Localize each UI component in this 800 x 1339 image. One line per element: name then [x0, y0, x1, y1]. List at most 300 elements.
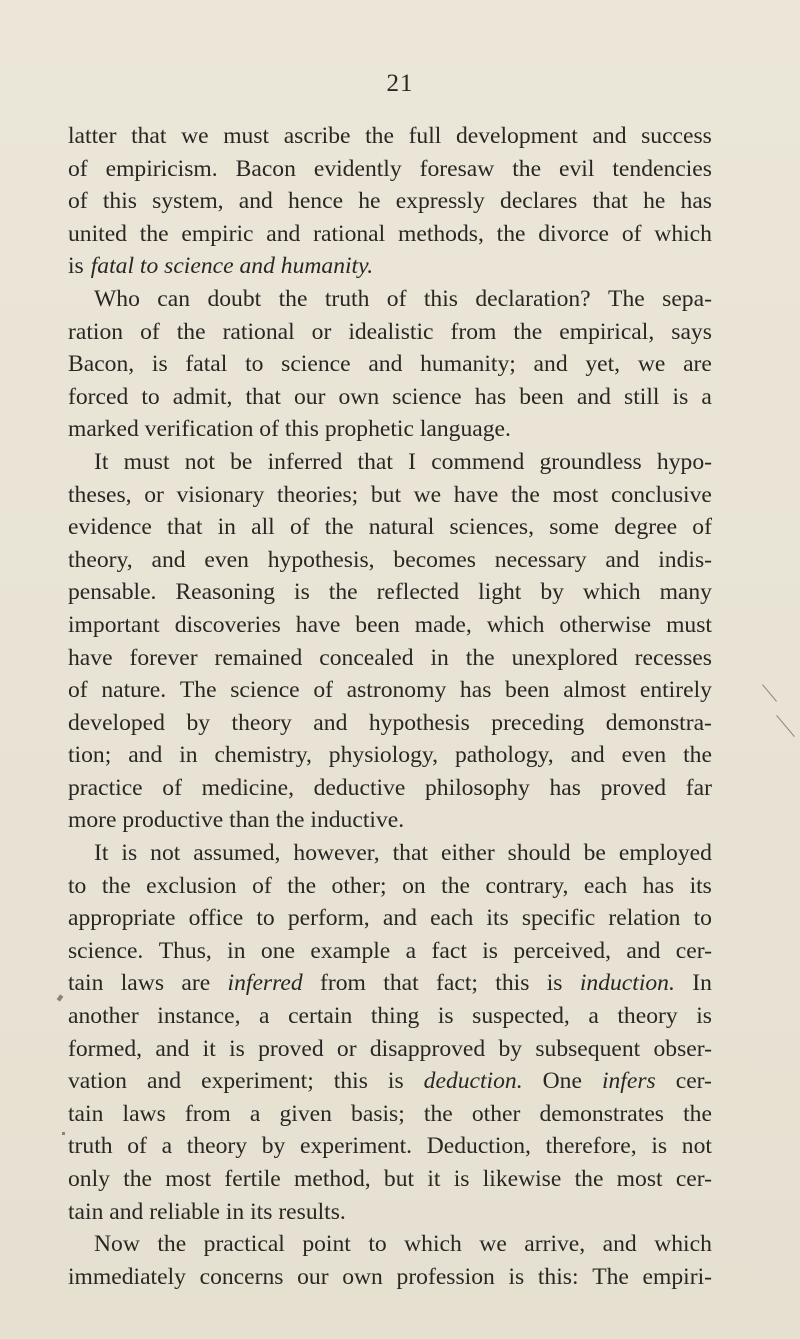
word: employed [618, 840, 712, 867]
word: theses, [68, 481, 132, 508]
word: all [251, 514, 275, 541]
word: obser- [653, 1035, 712, 1062]
word: of [68, 677, 88, 704]
word: theory [231, 709, 292, 736]
word: other; [331, 872, 387, 899]
word: practical [203, 1231, 285, 1258]
word: but [370, 481, 401, 508]
word: the [278, 285, 308, 312]
word: this [423, 285, 458, 312]
word: or [311, 318, 332, 345]
word: proved [258, 1035, 324, 1062]
word: cer- [675, 937, 712, 964]
word: medicine, [201, 774, 294, 801]
word: empiric [181, 220, 254, 247]
word: has [474, 383, 507, 410]
word: ration [68, 318, 124, 345]
word: and [313, 709, 348, 736]
word: ascribe [283, 123, 351, 149]
word: are [683, 351, 712, 378]
word: discoveries [174, 611, 281, 638]
word: nature. [101, 677, 167, 704]
text-line [68, 479, 712, 512]
word: and [602, 1231, 637, 1258]
word: experiment. [300, 1133, 413, 1160]
word: is [437, 1003, 454, 1030]
word: idealistic [348, 318, 434, 345]
word: assumed, [193, 840, 281, 867]
text-line [68, 446, 712, 479]
word: office [188, 905, 244, 932]
word: example [310, 937, 391, 964]
word: empirical, [559, 318, 655, 345]
word: from [184, 1100, 231, 1127]
word: to [141, 383, 160, 410]
word: of [289, 514, 310, 541]
text-line [68, 381, 712, 414]
word: and [382, 905, 417, 932]
word: its [486, 905, 509, 932]
word: and [155, 1035, 190, 1062]
word: success [641, 123, 712, 149]
word: other [471, 1100, 521, 1127]
word: been [519, 383, 564, 410]
word: subsequent [535, 1035, 641, 1062]
word: foresaw [419, 155, 495, 182]
word: that [245, 383, 281, 410]
word: by [261, 1133, 286, 1160]
word: Bacon [235, 155, 296, 182]
text-line [68, 544, 712, 577]
word: the [423, 1100, 453, 1127]
scan-mark [57, 994, 64, 1001]
word: the [465, 644, 495, 671]
word: Reasoning [175, 579, 276, 606]
text-line [68, 1163, 712, 1196]
word: necessary [494, 546, 587, 573]
word: that [131, 123, 167, 149]
word: even [204, 546, 249, 573]
text-line [68, 348, 712, 381]
word: certain [288, 1003, 353, 1030]
word: each [583, 872, 628, 899]
word: one [260, 937, 295, 964]
word: and [626, 937, 661, 964]
word: a [405, 937, 417, 964]
word: The [608, 285, 645, 312]
word: thing [370, 1003, 420, 1030]
word: this [495, 970, 530, 997]
word: groundless [539, 448, 642, 475]
word: which [404, 1231, 462, 1258]
word: visionary [176, 481, 265, 508]
word: tion; [68, 742, 112, 769]
word: we [479, 1231, 507, 1258]
word: to [68, 872, 87, 899]
word: made, [414, 611, 472, 638]
word: our [293, 383, 326, 410]
word: which [654, 220, 712, 247]
word: the [157, 1231, 187, 1258]
word: the [441, 872, 470, 899]
word: the [324, 514, 354, 541]
word: only [68, 1166, 110, 1192]
text-line [68, 1196, 712, 1229]
word: immediately [68, 1263, 186, 1290]
word: theory, [68, 546, 133, 573]
word: some [549, 514, 600, 541]
word: preceding [491, 709, 585, 736]
word: science. [68, 937, 144, 964]
word: has [642, 872, 675, 899]
word: we [181, 123, 209, 149]
text-run: more productive than the inductive. [68, 807, 405, 834]
word: exclusion [146, 872, 237, 899]
word: and [147, 1068, 182, 1095]
word: of [252, 872, 272, 899]
word: almost [563, 677, 627, 704]
word: and [266, 220, 301, 247]
word: philosophy [424, 774, 530, 801]
word: and [592, 123, 627, 149]
word: conclusive [610, 481, 712, 508]
word: the [101, 872, 131, 899]
word: Deduction, [426, 1133, 531, 1160]
text-line [68, 283, 712, 316]
word: the [513, 318, 543, 345]
word: of [68, 188, 88, 215]
word: a [259, 1003, 270, 1030]
word: tendencies [612, 155, 712, 182]
word: system, [152, 188, 224, 215]
word: declares [500, 188, 578, 215]
word: this: [537, 1263, 579, 1290]
word: and [576, 383, 611, 410]
word: the [176, 318, 206, 345]
word: still [624, 383, 660, 410]
word: by [498, 1035, 523, 1062]
word: that [383, 970, 419, 997]
word: he [358, 188, 381, 215]
scan-mark [776, 715, 795, 737]
text-line [68, 1000, 712, 1033]
word: method, [294, 1166, 371, 1192]
word: humanity; [420, 351, 516, 378]
word: laws [122, 1100, 166, 1127]
word: must [223, 123, 270, 149]
word: sepa- [662, 285, 712, 312]
word: the [328, 579, 358, 606]
word: commend [431, 448, 525, 475]
word: truth [68, 1133, 113, 1160]
word: from [320, 970, 366, 997]
word: divorce [538, 220, 610, 247]
word: own [342, 1263, 383, 1290]
word: have [68, 644, 113, 671]
word: the [683, 1100, 712, 1127]
word: development [455, 123, 578, 149]
word: profession [396, 1263, 495, 1290]
text-line [68, 1130, 712, 1163]
word: by [186, 709, 211, 736]
text-run: tain and reliable in its results. [68, 1198, 346, 1225]
word: to [256, 905, 275, 932]
text-line [68, 218, 712, 251]
word: perform, [287, 905, 370, 932]
word: formed, [68, 1035, 143, 1062]
word: evidence [68, 514, 152, 541]
word: but [383, 1166, 415, 1192]
word: latter [68, 123, 117, 149]
word: admit, [172, 383, 233, 410]
word: inferred [227, 970, 303, 997]
word: degree [614, 514, 678, 541]
word: evil [559, 155, 595, 182]
text-line [68, 739, 712, 772]
word: that [392, 840, 428, 867]
word: hypo- [656, 448, 712, 475]
word: not [184, 448, 215, 475]
word: doubt [207, 285, 262, 312]
word: this [102, 188, 137, 215]
word: tain [68, 970, 104, 997]
word: of [692, 514, 712, 541]
word: a [701, 383, 712, 410]
word: natural [368, 514, 435, 541]
word: the [496, 220, 526, 247]
word: many [659, 579, 712, 606]
word: fertile [224, 1166, 281, 1192]
word: Who [94, 285, 140, 312]
word: and [605, 546, 640, 573]
word: arrive, [524, 1231, 586, 1258]
word: empiricism. [105, 155, 218, 182]
text-line [68, 772, 712, 805]
word: on [402, 872, 426, 899]
word: of [313, 677, 333, 704]
word: in [217, 514, 236, 541]
word: a [249, 1100, 261, 1127]
word: even [621, 742, 667, 769]
word: given [279, 1100, 332, 1127]
word: basis; [351, 1100, 405, 1127]
word: is [546, 970, 563, 997]
word: it [202, 1035, 216, 1062]
word: and [128, 742, 163, 769]
italic-text: fatal to science and humanity. [90, 253, 374, 280]
word: or [336, 1035, 357, 1062]
word: In [692, 970, 712, 997]
word: specific [521, 905, 596, 932]
word: been [505, 677, 550, 704]
word: and [368, 351, 403, 378]
word: It [94, 448, 109, 475]
text-line [68, 250, 712, 283]
scan-mark [762, 684, 777, 701]
word: deduction. [423, 1068, 523, 1095]
word: the [574, 1166, 604, 1192]
word: sciences, [449, 514, 535, 541]
word: far [685, 774, 712, 801]
text-line [68, 185, 712, 218]
word: astronomy [346, 677, 447, 704]
word: developed [68, 709, 165, 736]
word: contrary, [485, 872, 569, 899]
word: fact [431, 937, 467, 964]
word: point [302, 1231, 351, 1258]
word: theories; [276, 481, 359, 508]
word: we [637, 351, 666, 378]
word: be [583, 840, 606, 867]
word: the [683, 742, 712, 769]
word: must [123, 448, 170, 475]
word: concealed [319, 644, 414, 671]
word: is [672, 383, 689, 410]
word: deductive [313, 774, 406, 801]
word: chemistry, [214, 742, 312, 769]
word: rational [222, 318, 295, 345]
word: is [229, 1035, 245, 1062]
word: perceived, [513, 937, 611, 964]
word: a [161, 1133, 173, 1160]
word: to [245, 351, 264, 378]
page-number: 21 [386, 70, 414, 97]
word: appropriate [68, 905, 176, 932]
word: that [167, 514, 203, 541]
word: and [570, 742, 605, 769]
word: most [616, 1166, 663, 1192]
word: One [542, 1068, 582, 1095]
word: demonstra- [605, 709, 712, 736]
word: it [427, 1166, 441, 1192]
word: to [368, 1231, 387, 1258]
word: disapproved [369, 1035, 486, 1062]
word: is [696, 1003, 712, 1030]
word: practice [68, 774, 143, 801]
word: in [430, 644, 449, 671]
text-line [68, 1098, 712, 1131]
word: however, [293, 840, 380, 867]
word: from [450, 318, 497, 345]
word: Now [94, 1231, 140, 1258]
word: is [482, 937, 498, 964]
word: proved [600, 774, 667, 801]
word: or [144, 481, 164, 508]
word: our [297, 1263, 329, 1290]
word: pathology, [454, 742, 554, 769]
word: laws [120, 970, 164, 997]
word: by [540, 579, 564, 606]
word: truth [324, 285, 370, 312]
word: is [651, 1133, 668, 1160]
word: united [68, 220, 127, 247]
word: full [408, 123, 442, 149]
word: is [294, 579, 310, 606]
word: declaration? [475, 285, 591, 312]
text-line [68, 316, 712, 349]
word: cer- [675, 1166, 712, 1192]
word: science [281, 351, 351, 378]
word: methods, [398, 220, 484, 247]
word: should [507, 840, 571, 867]
word: demonstrates [539, 1100, 664, 1127]
word: of [386, 285, 407, 312]
word: have [295, 611, 341, 638]
text-line [68, 804, 712, 837]
word: rational [313, 220, 386, 247]
word: recesses [634, 644, 712, 671]
word: physiology, [328, 742, 439, 769]
word: and [238, 188, 273, 215]
word: he [643, 188, 666, 215]
word: that [592, 188, 628, 215]
word: induction. [579, 970, 675, 997]
word: in [227, 937, 246, 964]
word: otherwise [559, 611, 652, 638]
word: can [157, 285, 191, 312]
word: empiri- [642, 1263, 712, 1290]
text-line [68, 1065, 712, 1098]
word: expressly [395, 188, 485, 215]
text-line [68, 1261, 712, 1294]
word: the [287, 872, 317, 899]
text-line [68, 674, 712, 707]
text-line [68, 707, 712, 740]
word: Bacon, [68, 351, 135, 378]
text-line [68, 413, 712, 446]
word: forced [68, 383, 129, 410]
word: each [430, 905, 474, 932]
word: which [486, 611, 545, 638]
word: unexplored [511, 644, 618, 671]
word: and [533, 351, 568, 378]
word: relation [608, 905, 681, 932]
word: The [179, 677, 217, 704]
word: is [151, 351, 168, 378]
text-line [68, 153, 712, 186]
scan-mark [62, 1132, 65, 1135]
word: either [440, 840, 495, 867]
word: hence [288, 188, 344, 215]
word: a [588, 1003, 599, 1030]
word: indis- [658, 546, 712, 573]
word: entirely [639, 677, 712, 704]
word: vation [68, 1068, 127, 1095]
word: not [150, 840, 181, 867]
word: own [338, 383, 380, 410]
text-line [68, 609, 712, 642]
text-line [68, 576, 712, 609]
word: The [592, 1263, 629, 1290]
text-line [68, 967, 712, 1000]
word: pensable. [68, 579, 157, 606]
word: It [94, 840, 109, 867]
word: has [459, 677, 492, 704]
body-text [68, 120, 712, 1293]
word: is [387, 1068, 404, 1095]
word: says [671, 318, 712, 345]
word: hypothesis, [267, 546, 375, 573]
text-line [68, 837, 712, 870]
word: forever [129, 644, 198, 671]
word: inferred [267, 448, 343, 475]
word: I [408, 448, 416, 475]
word: cer- [675, 1068, 712, 1095]
word: of [621, 220, 642, 247]
word: therefore, [545, 1133, 637, 1160]
word: its [689, 872, 712, 899]
text-line [68, 1033, 712, 1066]
